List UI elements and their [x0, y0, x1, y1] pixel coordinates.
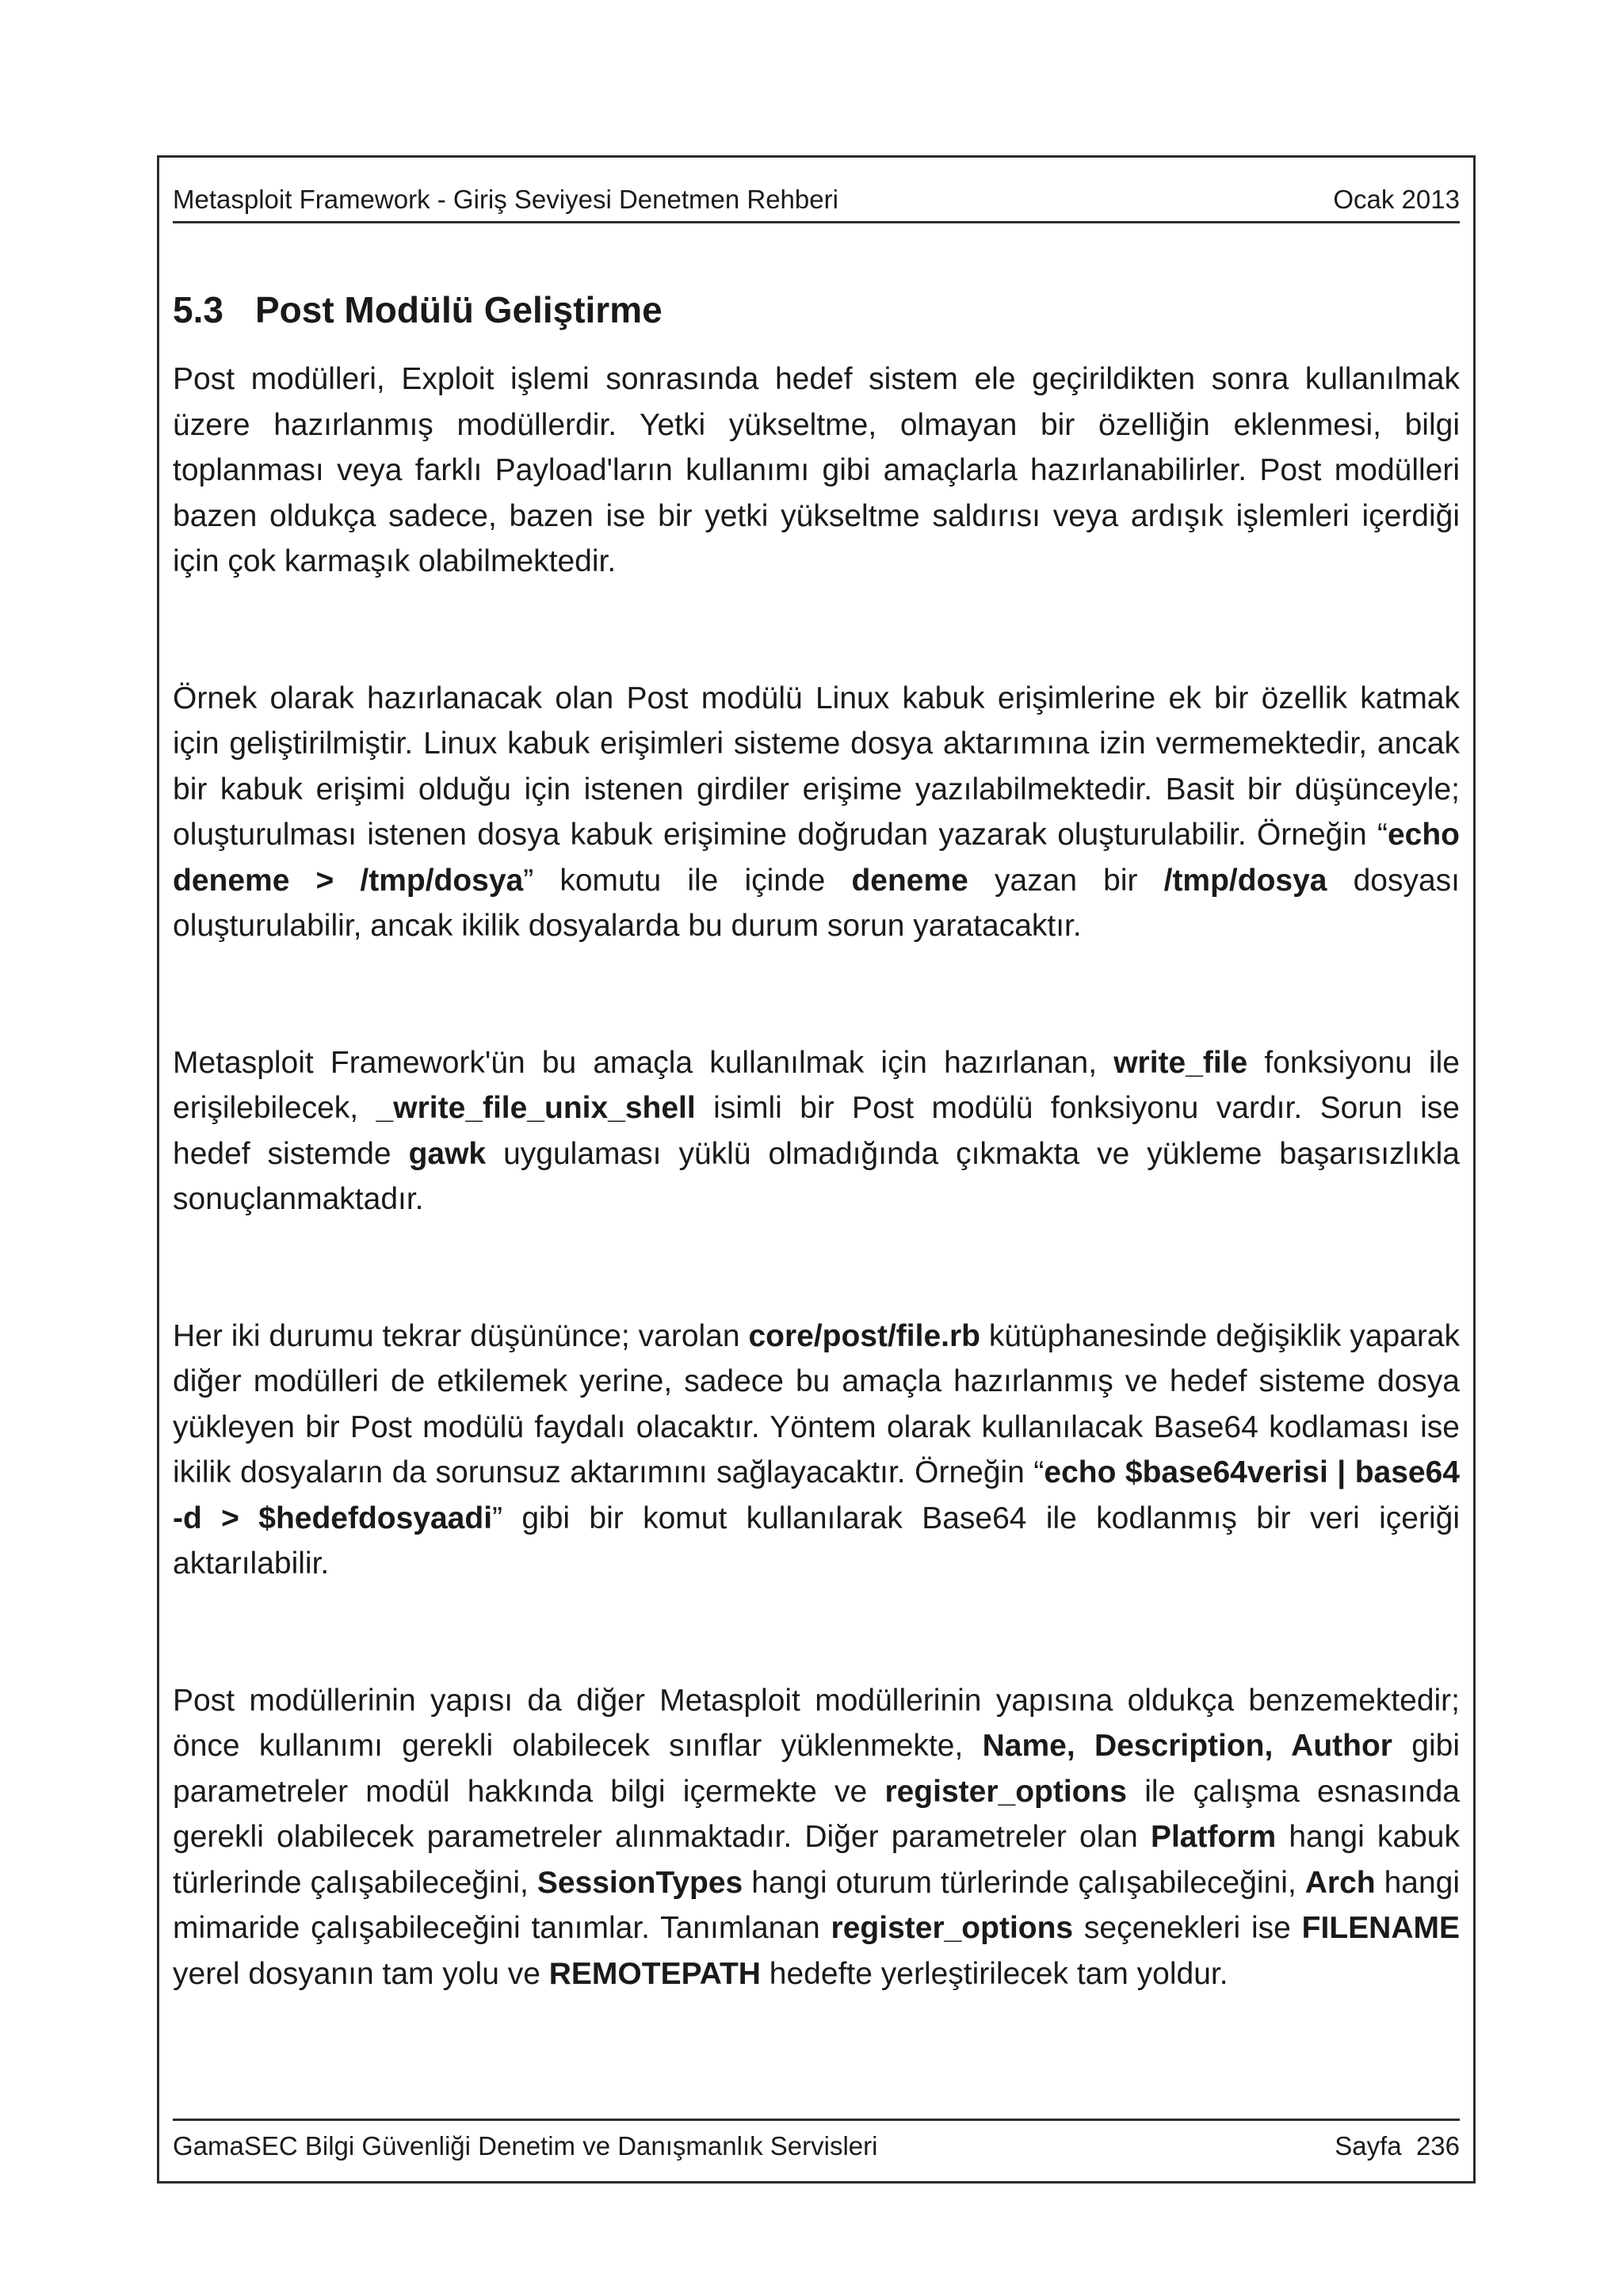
text-run: fonksiyonu ile erişilebilecek, [173, 1045, 1460, 1125]
company-name: GamaSEC Bilgi Güvenliği Denetim ve Danışmanlık Servisleri [173, 2130, 878, 2161]
text-run: uygulaması yüklü olmadığında çıkmakta ve yükleme başarısızlıkla sonuçlanmaktadır. [173, 1136, 1461, 1216]
text-run: Post modüllerinin yapısı da diğer Metasploit modüllerinin yapısına oldukça benzemektedir; önce kullanımı gerekli olabilecek sınıflar yüklenmekte, [173, 1683, 1460, 1763]
page-header [173, 179, 1460, 223]
page-footer [173, 2119, 1460, 2166]
paragraph-1 [173, 357, 1460, 585]
text-run: ” gibi bir komut kullanılarak Base64 ile kodlanmış bir veri içeriği aktarılabilir. [173, 1501, 1460, 1581]
bold-path: core/post/file.rb [748, 1318, 980, 1353]
section-number: 5.3 [173, 289, 223, 330]
bold-term: deneme [851, 863, 968, 898]
bold-command: echo deneme > /tmp/dosya [173, 818, 1460, 898]
text-run: isimli bir Post modülü fonksiyonu vardır. Sorun ise hedef sistemde [173, 1091, 1460, 1171]
page-label: Sayfa [1335, 2130, 1402, 2161]
bold-path: /tmp/dosya [1163, 863, 1327, 898]
paragraph-4 [173, 1314, 1460, 1587]
text-run: dosyası oluşturulabilir, ancak ikilik dosyalarda bu durum sorun yaratacaktır. [173, 863, 1460, 943]
section-title: Post Modülü Geliştirme [254, 289, 663, 330]
paragraph-2 [173, 676, 1460, 949]
bold-term: write_file [1113, 1045, 1248, 1080]
bold-term: SessionTypes [537, 1865, 743, 1900]
page-number: 236 [1415, 2130, 1460, 2161]
text-run: Metasploit Framework'ün bu amaçla kullanılmak için hazırlanan, [173, 1045, 1114, 1080]
text-run: hedefte yerleştirilecek tam yoldur. [760, 1956, 1228, 1991]
text-run: hangi kabuk türlerinde çalışabileceğini, [173, 1820, 1460, 1900]
paragraph-5 [173, 1678, 1460, 1997]
text-run: hangi mimaride çalışabileceğini tanımlar. Tanımlanan [173, 1865, 1460, 1945]
text-run: Her iki durumu tekrar düşününce; varolan [173, 1318, 749, 1353]
text-run: seçenekleri ise [1073, 1911, 1302, 1945]
document-date: Ocak 2013 [1333, 185, 1460, 214]
paragraph-3 [173, 1040, 1460, 1222]
text-run: kütüphanesinde değişiklik yaparak diğer modülleri de etkilemek yerine, sadece bu amaçla hazırlanmış ve hedef sisteme dosya yükleyen bir Post modülü faydalı olacaktır. Yöntem olarak kullanılacak Base64 kodlaması ise ikilik dosyaların da sorunsuz aktarımını sağlayacaktır. Örneğin “ [173, 1318, 1461, 1489]
bold-term: _write_file_unix_shell [376, 1091, 696, 1125]
bold-term: gawk [408, 1136, 487, 1171]
text-run: Örnek olarak hazırlanacak olan Post modülü Linux kabuk erişimlerine ek bir özellik katmak için geliştirilmiştir. Linux kabuk erişimleri sisteme dosya aktarımına izin vermemektedir, ancak bir kabuk erişimi olduğu için istenen girdiler erişime yazılabilmektedir. Basit bir düşünceyle; oluşturulması istenen dosya kabuk erişimine doğrudan yazarak oluşturulabilir. Örneğin “ [173, 681, 1460, 852]
text-run: ” komutu ile içinde [523, 863, 852, 898]
text-run: Post modülleri, Exploit işlemi sonrasında hedef sistem ele geçirildikten sonra kullanılmak üzere hazırlanmış modüllerdir. Yetki yükseltme, olmayan bir özelliğin eklenmesi, bilgi toplanması veya farklı Payload'ların kullanımı gibi amaçlarla hazırlanabilirler. Post modülleri bazen oldukça sadece, bazen ise bir yetki yükseltme saldırısı veya ardışık işlemleri içerdiği için çok karmaşık olabilmektedir. [173, 362, 1460, 578]
bold-term: FILENAME [1301, 1911, 1460, 1945]
bold-term: REMOTEPATH [548, 1956, 761, 1991]
text-run: ile çalışma esnasında gerekli olabilecek parametreler alınmaktadır. Diğer parametreler olan [173, 1774, 1460, 1854]
text-run: yazan bir [968, 863, 1164, 898]
bold-term: register_options [831, 1911, 1074, 1945]
section-heading [173, 277, 1460, 342]
document-title: Metasploit Framework - Giriş Seviyesi Denetmen Rehberi [173, 185, 838, 214]
bold-term: Name, Description, Author [982, 1729, 1392, 1763]
bold-term: register_options [884, 1774, 1128, 1809]
page-content [173, 277, 1460, 1997]
bold-term: Arch [1304, 1865, 1376, 1900]
text-run: yerel dosyanın tam yolu ve [173, 1956, 549, 1991]
page-indicator [1335, 2131, 1460, 2161]
bold-command: echo $base64verisi | base64 -d > $hedefdosyaadi [173, 1455, 1460, 1535]
text-run: gibi parametreler modül hakkında bilgi içermekte ve [173, 1729, 1460, 1809]
text-run: hangi oturum türlerinde çalışabileceğini, [743, 1865, 1305, 1900]
bold-term: Platform [1150, 1820, 1277, 1854]
